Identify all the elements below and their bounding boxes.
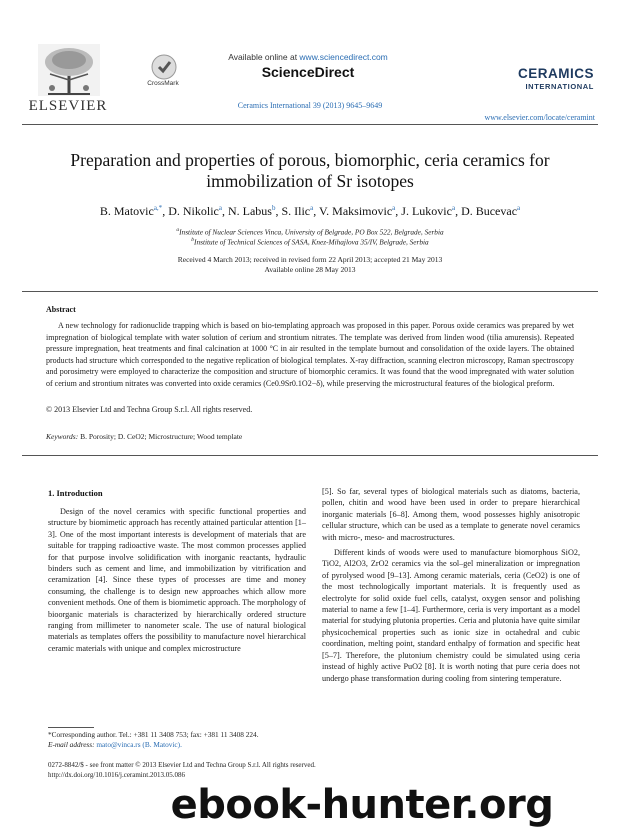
author[interactable]: S. Ilic$^a$: [281, 204, 314, 218]
section-heading: 1. Introduction: [48, 488, 103, 498]
publisher-name: ELSEVIER: [28, 98, 108, 114]
abstract-divider-top: [22, 291, 598, 292]
front-matter: [48, 760, 316, 780]
corresponding-footnote: [48, 730, 306, 750]
sciencedirect-link[interactable]: www.sciencedirect.com: [299, 52, 388, 62]
watermark: ebook-hunter.org: [170, 782, 554, 828]
abstract-divider-bottom: [22, 455, 598, 456]
corresponding-author: *Corresponding author. Tel.: +381 11 3408 753; fax: +381 11 3408 224.: [48, 730, 259, 739]
received-dates: Received 4 March 2013; received in revised form 22 April 2013; accepted 21 May 2013: [177, 255, 443, 264]
journal-logo-line1: CERAMICS: [517, 66, 594, 81]
journal-logo-line2: INTERNATIONAL: [525, 82, 594, 91]
journal-url[interactable]: www.elsevier.com/locate/ceramint: [484, 113, 595, 122]
affiliation: $^b$Institute of Technical Sciences of SASA, Knez-Mihajlova 35/IV, Belgrade, Serbia: [191, 237, 429, 247]
issn-line: 0272-8842/$ - see front matter © 2013 Elsevier Ltd and Techna Group S.r.l. All rights reserved.: [48, 761, 316, 769]
available-online: [208, 52, 408, 62]
copyright: © 2013 Elsevier Ltd and Techna Group S.r.l. All rights reserved.: [46, 405, 253, 414]
author[interactable]: N. Labus$^b$: [227, 204, 276, 218]
right-column: [322, 486, 580, 684]
journal-logo: [482, 66, 594, 91]
author[interactable]: D. Nikolic$^a$: [168, 204, 222, 218]
article-title: Preparation and properties of porous, biomorphic, ceria ceramics for immobilization of Sr isotopes: [70, 150, 550, 191]
abstract-heading: Abstract: [46, 305, 76, 314]
author[interactable]: D. Bucevac$^a$: [461, 204, 521, 218]
author-list: B. Matovic$^{a,*}$, D. Nikolic$^a$, N. Labus$^b$, S. Ilic$^a$, V. Maksimovic$^a$, J. Lukovic$^a$, D. Bucevac$^a$: [99, 204, 521, 218]
intro-paragraph: Different kinds of woods were used to manufacture biomorphous SiO2, TiO2, Al2O3, ZrO2 ceramics via the sol–gel mineralization or impregnation of pyrolysed wood [9–13]. Among ceramic materials, ceria (CeO2) is one of the most technologically important materials. It is frequently used as electrolyte for solid oxide fuel cells, catalyst, oxygen sensor and polishing material to name a few [1–4]. Furthermore, ceria is very important as a model material for studying plutonia properties. Ceria and plutonia have quite similar physicochemical properties such as ionic size in octahedral and cubic coordination, melting point, standard enthalpy of formation and specific heat [5–7]. Therefore, the plutonium chemistry could be simulated using ceria instead of highly active PuO2 [8]. It is worth noting that pure ceria does not undergo phase transformation during cooling from sintering temperature.: [322, 548, 580, 683]
left-column: [48, 506, 306, 654]
abstract-text: A new technology for radionuclide trapping which is based on bio-templating approach was proposed in this paper. Porous oxide ceramics was prepared by wet impregnation of biological template with water solution of cerium and strontium nitrates. The template was derived from linden wood (tilia amurensis). Repeated pressure impregnation, heat treatments and final calcination at 1000 °C in air resulted in the template burnout and consolidation of the oxide layers. The obtained products had structure which corresponded to the negative replication of biological templates. X-ray diffraction, scanning electron microscopy, Raman spectroscopy and porosimetry were employed to characterize the composition and structure of biomorphic ceramics. It was found that the wood impregnated with water solution of cerium and strontium nitrates was converted into oxide ceramics (Ce0.9Sr0.1O2−δ), while preserving the microstructural features of the biological preform.: [46, 321, 574, 388]
header-divider: [22, 124, 598, 125]
elsevier-tree-logo: [38, 44, 100, 96]
footnote-rule: [48, 727, 94, 728]
intro-paragraph: Design of the novel ceramics with specific functional properties and structure by biomimetic approach has recently attained particular attention [1–3]. One of the most important interests is development of materials that are suitable for trapping radioactive waste. The most common processes applied for that purpose involve solidification with inorganic reactants, hydraulic binders such as cement and lime, and immobilization by vitrification and ceramization [4]. Since these types of processes are time and money consuming, the challenge is to design new approaches which allow more convenient methods. One of them is biomimetic approach. The morphology of bioorganic materials is characterized by hierarchically ordered structure ranging from millimeter to nanometer scale. The use of natural biological materials as templates offers the possibility to manufacture novel hierarchical ceramic materials with unique and complex microstructure: [48, 507, 306, 653]
available-online-text: Available online at: [228, 52, 300, 62]
affiliation: $^a$Institute of Nuclear Sciences Vinca, University of Belgrade, PO Box 522, Belgrade, Serbia: [176, 227, 444, 237]
intro-paragraph: [5]. So far, several types of biological materials such as diatoms, bacteria, pollen, chitin and wood have been used in order to prepare hierarchical inorganic materials [6–8]. Among them, wood possesses highly anisotropic cellular structure, which can be used as a template to generate novel ceramics with micro-, meso- and macrostructures.: [322, 487, 580, 542]
email-link[interactable]: mato@vinca.rs (B. Matovic).: [96, 740, 182, 749]
author[interactable]: B. Matovic$^{a,*}$: [99, 204, 163, 218]
crossmark-label: CrossMark: [147, 80, 179, 87]
author[interactable]: V. Maksimovic$^a$: [319, 204, 396, 218]
email-label: E-mail address:: [48, 740, 97, 749]
journal-citation[interactable]: Ceramics International 39 (2013) 9645–9649: [237, 101, 383, 110]
doi-link[interactable]: http://dx.doi.org/10.1016/j.ceramint.2013.05.086: [48, 771, 185, 779]
sciencedirect-logo: ScienceDirect: [261, 64, 355, 80]
keywords: Keywords: B. Porosity; D. CeO2; Microstructure; Wood template: [46, 432, 243, 441]
available-online-date: Available online 28 May 2013: [264, 265, 356, 274]
crossmark-icon[interactable]: [150, 53, 178, 81]
author[interactable]: J. Lukovic$^a$: [401, 204, 456, 218]
